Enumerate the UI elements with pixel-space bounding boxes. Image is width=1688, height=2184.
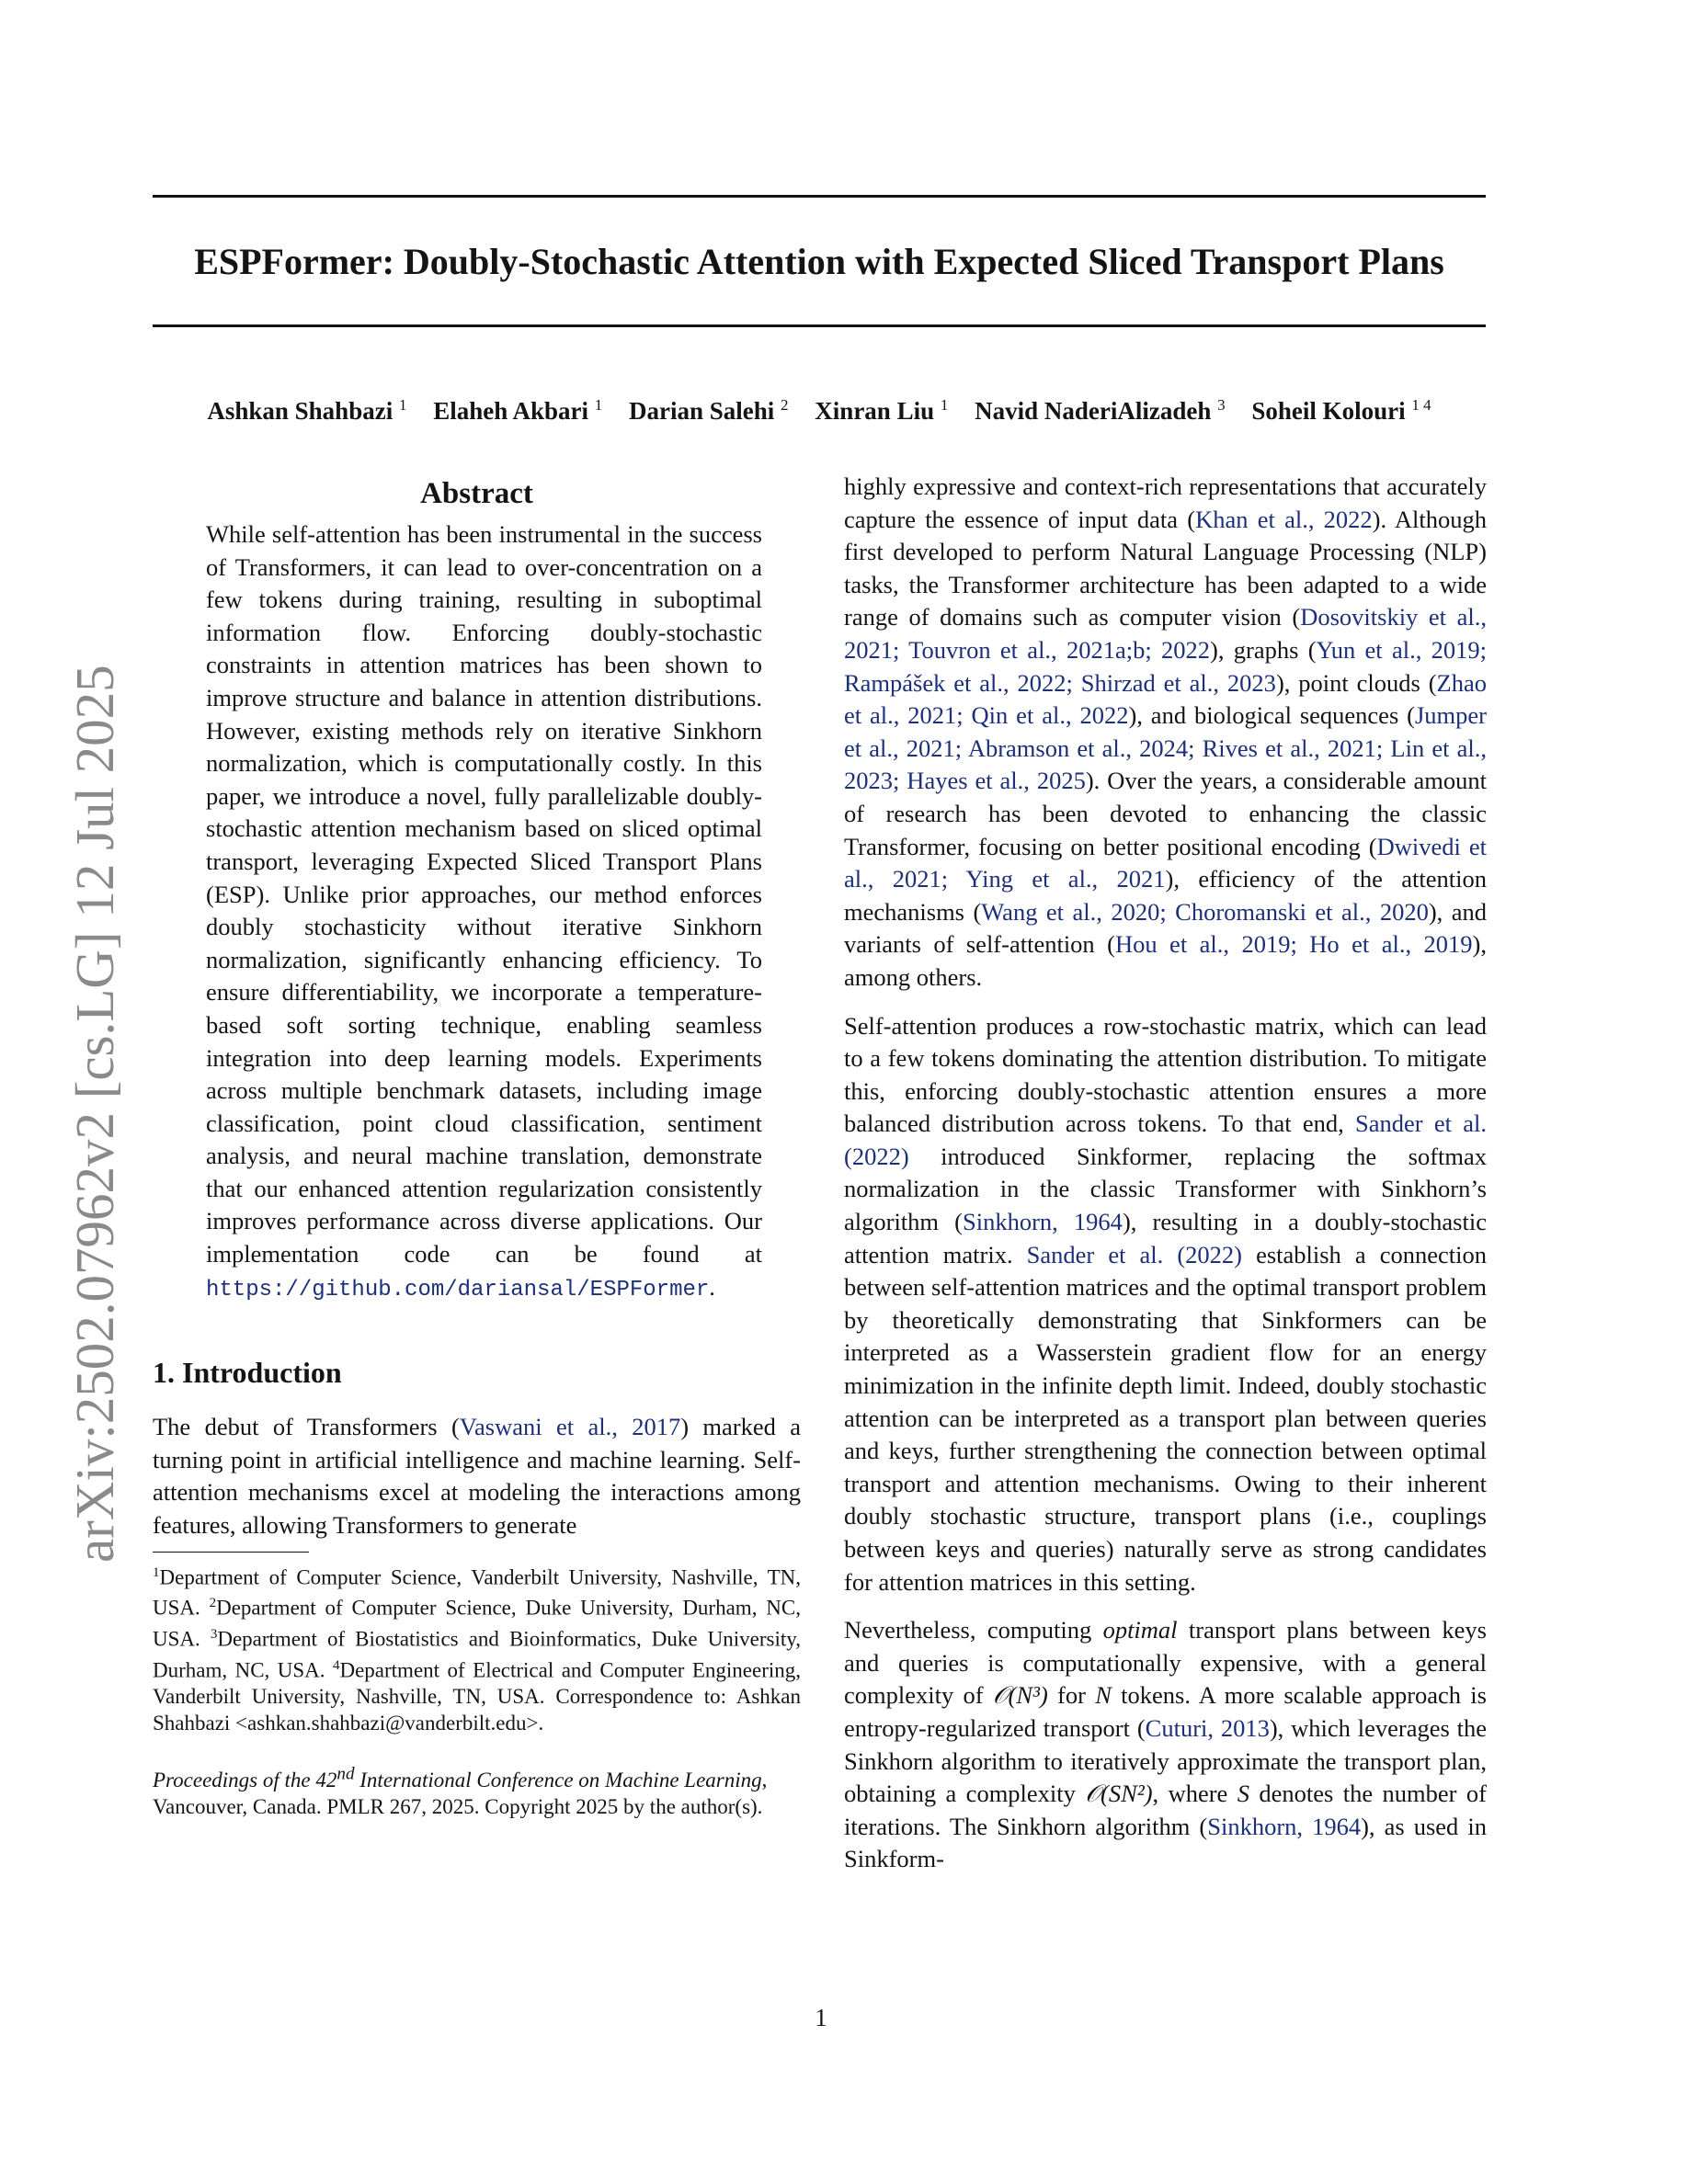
abstract-text: While self-attention has been instrumental in the success of Transformers, it can lead to over-concentration on a few tokens during training, resulting in suboptimal information flow. Enforcing doubly-stochastic constraints in attention matrices has been shown to improve structure and balance in attention distributions. However, existing methods rely on iterative Sinkhorn normalization, which is computationally costly. In this paper, we introduce a novel, fully parallelizable doubly-stochastic attention mechanism based on sliced optimal transport, leveraging Expected Sliced Transport Plans (ESP). Unlike prior approaches, our method enforces doubly stochasticity without iterative Sinkhorn normalization, significantly enhancing efficiency. To ensure differentiability, we incorporate a temperature-based soft sorting technique, enabling seamless integration into deep learning models. Experiments across multiple benchmark datasets, including image classification, point cloud classification, sentiment analysis, and neural machine translation, demonstrate that our enhanced attention regularization consistently improves performance across diverse applications. Our implementation code can be found at (206, 520, 762, 1268)
citation-link[interactable]: Sander et al. (2022) (844, 1109, 1487, 1170)
citation-link[interactable]: Wang et al., 2020; Choromanski et al., 2020 (981, 897, 1429, 926)
citation-link[interactable]: Zhao et al., 2021; Qin et al., 2022 (844, 668, 1487, 730)
citation-link[interactable]: Sinkhorn, 1964 (1207, 1812, 1362, 1840)
author (207, 397, 406, 425)
affiliation-mark: 1 (594, 396, 603, 414)
math-expression: 𝒪(N³) (992, 1681, 1048, 1710)
intro-paragraph: Nevertheless, computing optimal transport plans between keys and queries is computationally expensive, with a general complexity of 𝒪(N³) for N tokens. A more scalable approach is entropy-regularized transport (Cuturi, 2013), which leverages the Sinkhorn algorithm to iteratively approximate the transport plan, obtaining a complexity 𝒪(SN²), where S denotes the number of iterations. The Sinkhorn algorithm (Sinkhorn, 1964), as used in Sinkform- (844, 1616, 1487, 1873)
affiliation-mark: 3 (1217, 396, 1226, 414)
affiliation-mark: 1 (398, 396, 407, 414)
intro-paragraph: highly expressive and context-rich representations that accurately capture the essence of input data (Khan et al., 2022). Although first developed to perform Natural Language Processing (NLP) tasks, the Transformer architecture has been adapted to a wide range of domains such as computer vision (Dosovitskiy et al., 2021; Touvron et al., 2021a;b; 2022), graphs (Yun et al., 2019; Rampášek et al., 2022; Shirzad et al., 2023), point clouds (Zhao et al., 2021; Qin et al., 2022), and biological sequences (Jumper et al., 2021; Abramson et al., 2024; Rives et al., 2021; Lin et al., 2023; Hayes et al., 2025). Over the years, a considerable amount of research has been devoted to enhancing the classic Transformer, focusing on better positional encoding (Dwivedi et al., 2021; Ying et al., 2021), efficiency of the attention mechanisms (Wang et al., 2020; Choromanski et al., 2020), and variants of self-attention (Hou et al., 2019; Ho et al., 2019), among others. (844, 472, 1488, 991)
author-name: Soheil Kolouri (1251, 397, 1406, 425)
affiliation-footnote: $^1$Department of Computer Science, Vanderbilt University, Nashville, TN, USA. $^2$Department of Computer Science, Duke University, Durham, NC, USA. $^3$Department of Biostatistics and Bioinformatics, Duke University, Durham, NC, USA. $^4$Department of Electrical and Computer Engineering, Vanderbilt University, Nashville, TN, USA. Correspondence to: Ashkan Shahbazi <ashkan.shahbazi@vanderbilt.edu>. (153, 1564, 801, 1735)
author-name: Navid NaderiAlizadeh (975, 397, 1212, 425)
author-name: Darian Salehi (629, 397, 775, 425)
right-column (844, 471, 1487, 1876)
citation-link[interactable]: Dwivedi et al., 2021; Ying et al., 2021 (844, 832, 1488, 893)
abstract-heading: Abstract (420, 477, 533, 510)
intro-paragraph: Self-attention produces a row-stochastic matrix, which can lead to a few tokens dominating the attention distribution. To mitigate this, enforcing doubly-stochastic attention ensures a more balanced distribution across tokens. To that end, Sander et al. (2022) introduced Sinkformer, replacing the softmax normalization in the classic Transformer with Sinkhorn’s algorithm (Sinkhorn, 1964), resulting in a doubly-stochastic attention matrix. Sander et al. (2022) establish a connection between self-attention matrices and the optimal transport problem by theoretically demonstrating that Sinkformers can be interpreted as a Wasserstein gradient flow for an energy minimization in the infinite depth limit. Indeed, doubly stochastic attention can be interpreted as a transport plan between queries and keys, further strengthening the connection between optimal transport and attention mechanisms. Owing to their inherent doubly stochastic structure, transport plans (i.e., couplings between keys and queries) naturally serve as strong candidates for attention matrices in this setting. (844, 1011, 1487, 1596)
code-link[interactable]: https://github.com/dariansal/ESPFormer (206, 1277, 710, 1302)
intro-paragraph: The debut of Transformers (Vaswani et al., 2017) marked a turning point in artificial intelligence and machine learning. Self-attention mechanisms excel at modeling the interactions among features, allowing Transformers to generate (153, 1413, 801, 1540)
abstract-body: While self-attention has been instrumental in the success of Transformers, it can lead to over-concentration on a few tokens during training, resulting in suboptimal information flow. Enforcing doubly-stochastic constraints in attention matrices has been shown to improve structure and balance in attention distributions. However, existing methods rely on iterative Sinkhorn normalization, which is computationally costly. In this paper, we introduce a novel, fully parallelizable doubly-stochastic attention mechanism based on sliced optimal transport, leveraging Expected Sliced Transport Plans (ESP). Unlike prior approaches, our method enforces doubly stochasticity without iterative Sinkhorn normalization, significantly enhancing efficiency. To ensure differentiability, we incorporate a temperature-based soft sorting technique, enabling seamless integration into deep learning models. Experiments across multiple benchmark datasets, including image classification, point cloud classification, sentiment analysis, and neural machine translation, demonstrate that our enhanced attention regularization consistently improves performance across diverse applications. Our implementation code can be found at https://github.com/dariansal/ESPFormer. (206, 520, 762, 1302)
affiliation-mark: 1 4 (1411, 396, 1431, 414)
citation-link[interactable]: Sinkhorn, 1964 (963, 1208, 1123, 1236)
footnote-rule (153, 1552, 309, 1553)
affiliation-mark: 1 (940, 396, 949, 414)
affiliation-mark: 2 (781, 396, 789, 414)
proceedings-note: Proceedings of the 42nd International Conference on Machine Learning, Vancouver, Canada. PMLR 267, 2025. Copyright 2025 by the author(s). (153, 1764, 768, 1818)
citation-link[interactable]: Khan et al., 2022 (1195, 505, 1373, 533)
citation-link[interactable]: Jumper et al., 2021; Abramson et al., 2024; Rives et al., 2021; Lin et al., 2023; Hayes et al., 2025 (844, 701, 1487, 795)
author (433, 397, 602, 425)
citation-link[interactable]: Sander et al. (2022) (1026, 1240, 1242, 1268)
author (975, 397, 1226, 425)
author (629, 397, 789, 425)
math-variable: N (1095, 1681, 1112, 1710)
arxiv-identifier: arXiv:2502.07962v2 [cs.LG] 12 Jul 2025 (64, 665, 125, 1563)
author-name: Elaheh Akbari (433, 397, 589, 425)
author-name: Ashkan Shahbazi (207, 397, 393, 425)
paper-title: ESPFormer: Doubly-Stochastic Attention with Expected Sliced Transport Plans (194, 241, 1444, 282)
introduction-heading: 1. Introduction (153, 1356, 342, 1390)
citation-link[interactable]: Vaswani et al., 2017 (459, 1413, 681, 1441)
author (1251, 397, 1431, 425)
left-column (153, 471, 801, 1820)
top-rule (153, 195, 1486, 198)
title-bottom-rule (153, 324, 1486, 327)
citation-link[interactable]: Hou et al., 2019; Ho et al., 2019 (1114, 930, 1473, 959)
author-list (153, 390, 1486, 427)
author-name: Xinran Liu (815, 397, 935, 425)
citation-link[interactable]: Dosovitskiy et al., 2021; Touvron et al., 2021a;b; 2022 (844, 603, 1487, 664)
author (815, 397, 948, 425)
math-variable: S (1237, 1780, 1249, 1808)
math-expression: 𝒪(SN²) (1085, 1780, 1153, 1808)
citation-link[interactable]: Yun et al., 2019; Rampášek et al., 2022; Shirzad et al., 2023 (844, 635, 1487, 697)
page-number: 1 (815, 2004, 827, 2031)
citation-link[interactable]: Cuturi, 2013 (1145, 1713, 1270, 1742)
